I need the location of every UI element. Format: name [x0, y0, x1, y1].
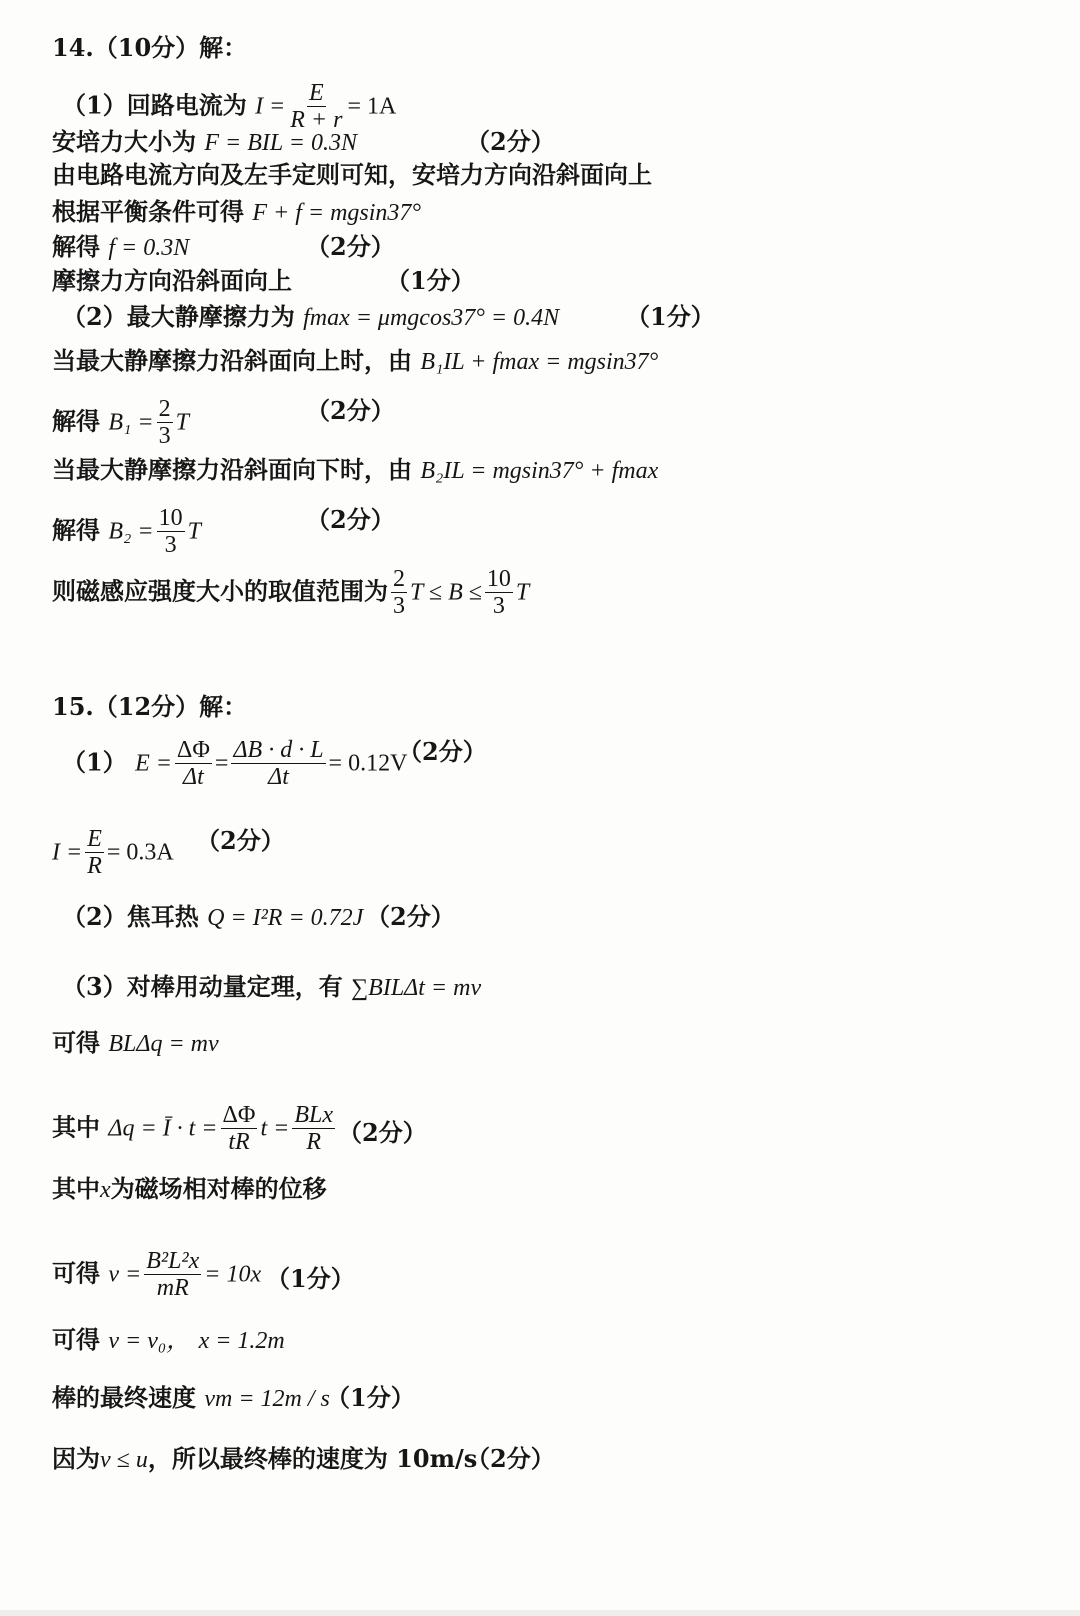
q14-line-case-down: 当最大静摩擦力沿斜面向下时，由 B₂IL = mgsin37° + fmax: [52, 455, 659, 484]
q15-line-momentum: （3）对棒用动量定理，有 ∑BILΔt = mv: [62, 972, 482, 1001]
q14-line-case-up: 当最大静摩擦力沿斜面向上时，由 B₁IL + fmax = mgsin37°: [52, 346, 659, 375]
fraction: $\frac{E}{R + r}$: [290, 80, 343, 134]
q15-line-conclusion: 因为v ≤ u，所以最终棒的速度为 10m/s: [52, 1444, 478, 1473]
q14-line-solve-f: 解得 f = 0.3N: [52, 232, 190, 261]
q14-line-max-static-friction: （2）最大静摩擦力为 fmax = μmgcos37° = 0.4N: [62, 302, 560, 331]
q14-line-direction: 由电路电流方向及左手定则可知，安培力方向沿斜面向上: [52, 160, 652, 189]
q14-line-solve-b1: 解得 B₁ = $\frac{2}{3}$ T: [52, 396, 189, 450]
q14-line-equilibrium: 根据平衡条件可得 F + f = mgsin37°: [52, 197, 422, 226]
score-mark: （2分）: [398, 737, 487, 766]
q14-line-solve-b2: 解得 B₂ = $\frac{10}{3}$ T: [52, 505, 201, 559]
score-mark: （2分）: [196, 826, 285, 855]
fraction: $\frac{\Delta B \cdot d \cdot L}{\Delta t}$: [233, 737, 324, 791]
q14-line-friction-direction: 摩擦力方向沿斜面向上: [52, 266, 292, 295]
q15-line-final-speed: 棒的最终速度 vm = 12m / s: [52, 1383, 330, 1412]
q15-line-current: I = $\frac{E}{R}$ = 0.3A: [52, 826, 174, 880]
score-mark: （2分）: [366, 902, 455, 931]
fraction: $\frac{\Delta\Phi}{tR}$: [222, 1102, 256, 1156]
q15-line-delta-q: 其中 Δq = Ī · t = $\frac{\Delta\Phi}{tR}$ t = $\frac{\text{BLx}}{R}$: [52, 1102, 334, 1156]
q14-line-range: 则磁感应强度大小的取值范围为 $\frac{2}{3}$ T ≤ B ≤ $\frac{10}{3}$ T: [52, 566, 530, 620]
fraction: $\frac{10}{3}$: [158, 505, 183, 559]
q14-line-ampere-force: 安培力大小为 F = BIL = 0.3N: [52, 127, 357, 156]
fraction: $\frac{\Delta\Phi}{\Delta t}$: [176, 737, 210, 791]
q15-line-blq: 可得 BLΔq = mv: [52, 1028, 219, 1057]
q15-line-emf: （1） E = $\frac{\Delta\Phi}{\Delta t}$ = $\frac{\Delta B \cdot d \cdot L}{\Delta t}$ = 0.12V: [62, 737, 408, 791]
score-mark: （2分）: [466, 1444, 555, 1473]
q15-line-v-expression: 可得 v = $\frac{\text{B²L²x}}{mR}$ = 10x: [52, 1248, 262, 1302]
score-mark: （2分）: [466, 127, 555, 156]
q14-line-current: （1）回路电流为 I = $\frac{E}{R + r}$ = 1A: [62, 80, 397, 134]
page-bottom-edge: [0, 1610, 1080, 1616]
fraction: $\frac{2}{3}$: [393, 566, 405, 620]
q15-line-x-def: 其中x为磁场相对棒的位移: [52, 1174, 327, 1203]
q15-line-joule-heat: （2）焦耳热 Q = I²R = 0.72J: [62, 902, 364, 931]
score-mark: （2分）: [306, 396, 395, 425]
q15-line-v-equals-v0: 可得 v = v₀， x = 1.2m: [52, 1325, 285, 1354]
score-mark: （1分）: [266, 1264, 355, 1293]
score-mark: （1分）: [386, 266, 475, 295]
fraction: $\frac{10}{3}$: [486, 566, 511, 620]
score-mark: （1分）: [626, 302, 715, 331]
score-mark: （2分）: [338, 1118, 427, 1147]
fraction: $\frac{E}{R}$: [87, 826, 102, 880]
fraction: $\frac{2}{3}$: [158, 396, 171, 450]
score-mark: （1分）: [326, 1383, 415, 1412]
q14-header: 14.（10分）解：: [52, 33, 248, 62]
score-mark: （2分）: [306, 232, 395, 261]
fraction: $\frac{\text{BLx}}{R}$: [294, 1102, 334, 1156]
score-mark: （2分）: [306, 505, 395, 534]
q15-header: 15.（12分）解：: [52, 692, 248, 721]
fraction: $\frac{\text{B²L²x}}{mR}$: [146, 1248, 200, 1302]
